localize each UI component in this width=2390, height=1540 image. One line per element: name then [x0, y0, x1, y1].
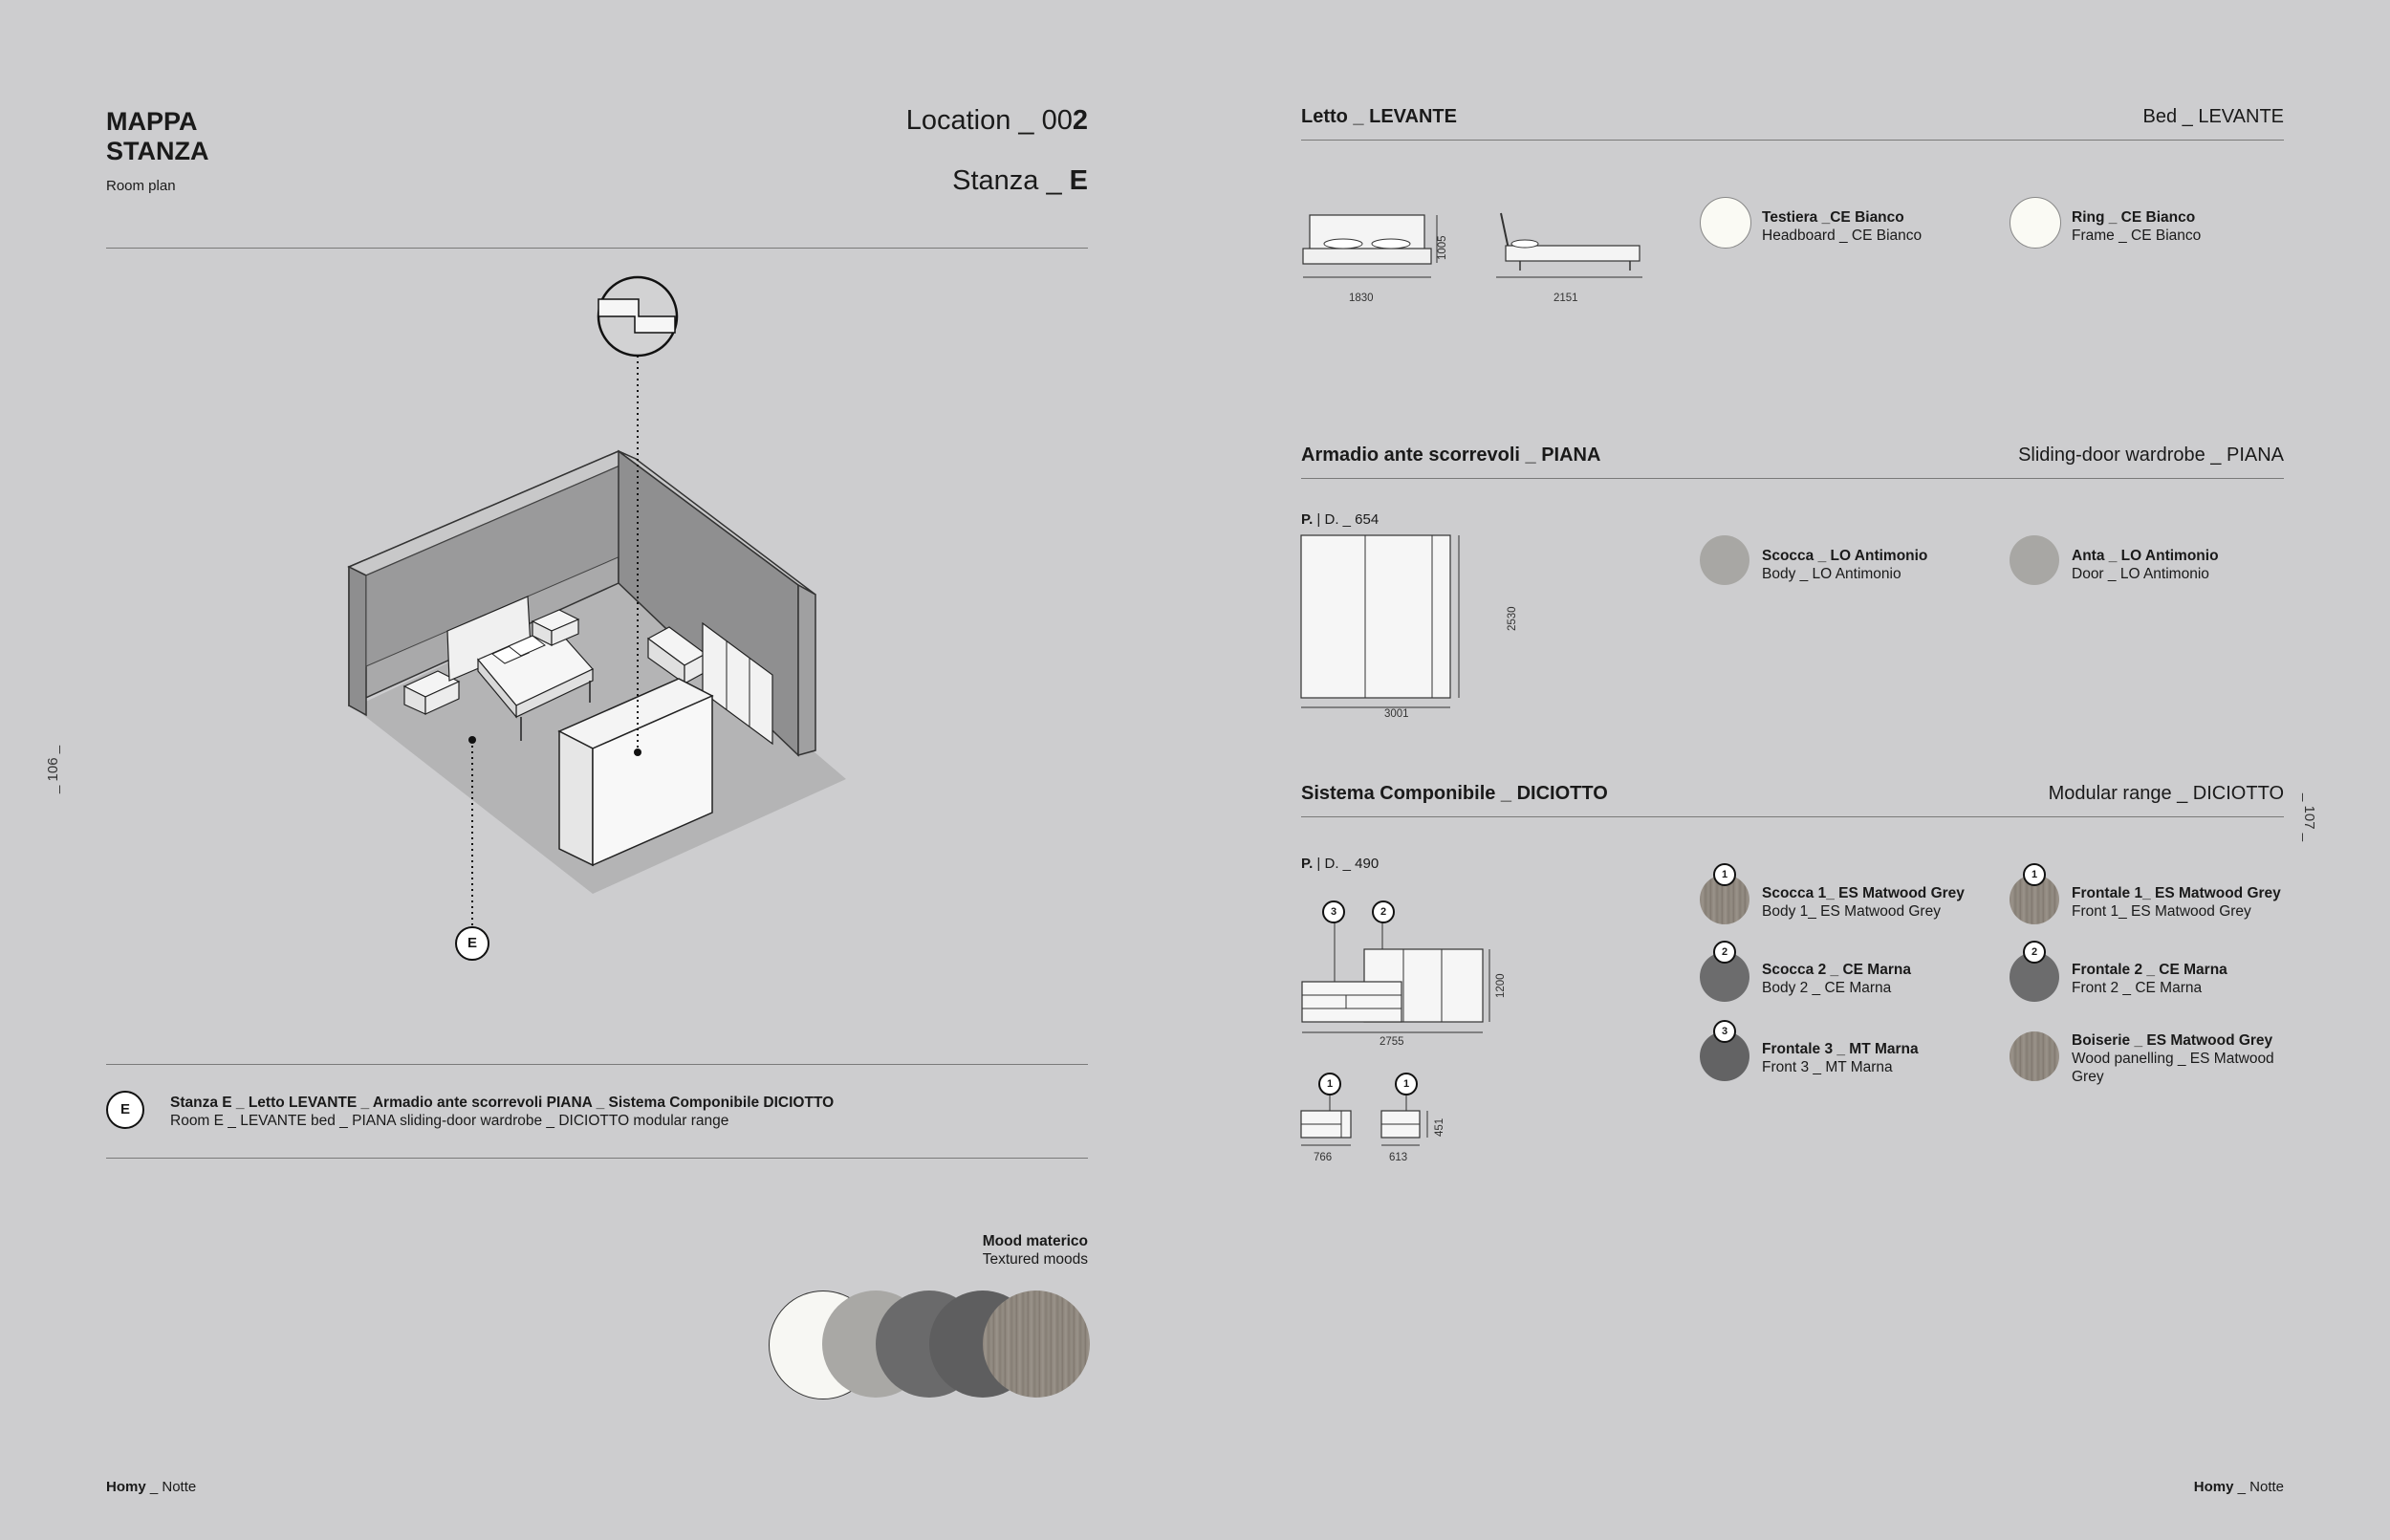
- location-prefix: Location _ 00: [905, 105, 1073, 136]
- depth-label: P.: [1301, 511, 1314, 528]
- divider-bed: [1301, 140, 2284, 141]
- page-number-right: _ 107 _: [2301, 793, 2317, 842]
- bed-swatch-2: [2010, 197, 2061, 249]
- footer-right: [2194, 1478, 2284, 1496]
- page-number-left: _ 106 _: [45, 745, 61, 793]
- wardrobe-title: Armadio ante scorrevoli _ PIANA: [1301, 445, 1601, 466]
- wardrobe-swatch-2: [2010, 535, 2059, 585]
- legend-bold: Stanza E _ Letto LEVANTE _ Armadio ante scorrevoli PIANA _ Sistema Componibile DICIOTTO: [170, 1095, 835, 1111]
- modular-swatch-4-badge: 2: [2023, 941, 2046, 964]
- modular-title: Sistema Componibile _ DICIOTTO: [1301, 783, 1608, 804]
- wardrobe-width-dim: 3001: [1384, 708, 1409, 720]
- bed-length-dim: 2151: [1554, 293, 1578, 304]
- wardrobe-depth: [1301, 511, 1379, 528]
- footer-brand: Homy: [2193, 1479, 2234, 1495]
- stanza-label: [952, 165, 1088, 197]
- legend-regular: Room E _ LEVANTE bed _ PIANA sliding-door wardrobe _ DICIOTTO modular range: [170, 1113, 729, 1129]
- material-sub: Wood panelling _ ES Matwood Grey: [2072, 1051, 2274, 1085]
- modular-depth: [1301, 856, 1379, 872]
- wardrobe-material-1: [1762, 547, 1991, 583]
- material-name: Frontale 1_ ES Matwood Grey: [2072, 885, 2281, 901]
- bed-drawings: [1295, 206, 1659, 301]
- material-sub: Front 1_ ES Matwood Grey: [2072, 903, 2251, 920]
- depth-value: | D. _ 654: [1313, 511, 1380, 528]
- room-illustration: [325, 268, 880, 994]
- mood-title: Mood materico: [982, 1233, 1088, 1249]
- modular-swatch-5-badge: 3: [1713, 1020, 1736, 1043]
- bed-material-2: [2072, 208, 2301, 245]
- bed-swatch-1: [1700, 197, 1751, 249]
- page-title: [106, 107, 209, 166]
- wardrobe-material-2: [2072, 547, 2301, 583]
- material-name: Frontale 3 _ MT Marna: [1762, 1041, 1919, 1057]
- bed-title-en: Bed _ LEVANTE: [2142, 106, 2284, 127]
- left-wall-end: [349, 567, 366, 715]
- modular-material-2: [2072, 884, 2301, 921]
- material-sub: Front 3 _ MT Marna: [1762, 1059, 1893, 1075]
- modular-material-4: [2072, 961, 2301, 997]
- divider-legend-top: [106, 1064, 1088, 1065]
- material-sub: Frame _ CE Bianco: [2072, 228, 2202, 244]
- wardrobe-swatch-1: [1700, 535, 1749, 585]
- depth-value: | D. _ 490: [1313, 856, 1380, 872]
- material-sub: Body _ LO Antimonio: [1762, 566, 1901, 582]
- modular-material-5: [1762, 1040, 1991, 1076]
- modular-height-dim: 1200: [1495, 973, 1507, 998]
- material-sub: Door _ LO Antimonio: [2072, 566, 2209, 582]
- modular-material-6: [2072, 1031, 2292, 1086]
- callout-badge-2: 2: [1372, 900, 1395, 923]
- page-subtitle: Room plan: [106, 178, 176, 194]
- footer-section: _ Notte: [2233, 1479, 2284, 1495]
- mood-swatches: [769, 1291, 1094, 1398]
- divider-wardrobe: [1301, 478, 2284, 479]
- callout-badge-1b: 1: [1395, 1073, 1418, 1095]
- footer-left: [106, 1478, 196, 1496]
- title-line-1: MAPPA: [106, 107, 198, 136]
- modular-swatch-2-badge: 1: [2023, 863, 2046, 886]
- modular-drawing: [1298, 899, 1528, 1166]
- legend-marker: E: [106, 1091, 144, 1129]
- material-name: Anta _ LO Antimonio: [2072, 548, 2219, 564]
- modular-material-1: [1762, 884, 1991, 921]
- small-unit-1-dim: 766: [1314, 1152, 1333, 1163]
- material-name: Boiserie _ ES Matwood Grey: [2072, 1032, 2273, 1049]
- bed-material-1: [1762, 208, 1991, 245]
- mood-swatch-wood: [983, 1291, 1090, 1398]
- material-name: Ring _ CE Bianco: [2072, 209, 2196, 226]
- mood-subtitle: Textured moods: [982, 1251, 1088, 1268]
- material-sub: Headboard _ CE Bianco: [1762, 228, 1923, 244]
- small-unit-2-dim: 613: [1389, 1152, 1408, 1163]
- bed-width-dim: 1830: [1349, 293, 1374, 304]
- callout-badge-1a: 1: [1318, 1073, 1341, 1095]
- modular-swatch-3-badge: 2: [1713, 941, 1736, 964]
- material-name: Frontale 2 _ CE Marna: [2072, 962, 2227, 978]
- bed-height-dim: 1005: [1437, 235, 1448, 260]
- right-wall-end: [798, 585, 815, 755]
- wardrobe-height-dim: 2530: [1507, 606, 1518, 631]
- legend-text: [170, 1094, 834, 1130]
- modular-material-3: [1762, 961, 1991, 997]
- location-label: [906, 105, 1088, 137]
- material-name: Scocca 2 _ CE Marna: [1762, 962, 1911, 978]
- modular-swatch-6: [2010, 1031, 2059, 1081]
- modular-title-en: Modular range _ DICIOTTO: [2048, 783, 2284, 804]
- depth-label: P.: [1301, 856, 1314, 872]
- material-sub: Front 2 _ CE Marna: [2072, 980, 2203, 996]
- modular-width-dim: 2755: [1380, 1036, 1404, 1048]
- mood-label: [983, 1232, 1088, 1269]
- modular-swatch-1-badge: 1: [1713, 863, 1736, 886]
- material-sub: Body 1_ ES Matwood Grey: [1762, 903, 1941, 920]
- title-line-2: STANZA: [106, 137, 209, 165]
- stanza-letter: E: [1069, 165, 1088, 196]
- material-name: Scocca _ LO Antimonio: [1762, 548, 1928, 564]
- footer-brand: Homy: [106, 1479, 146, 1495]
- location-number: 2: [1072, 105, 1088, 136]
- bed-title: Letto _ LEVANTE: [1301, 106, 1457, 127]
- divider-top-left: [106, 248, 1088, 249]
- stanza-prefix: Stanza _: [952, 165, 1070, 196]
- small-unit-height-dim: 451: [1434, 1117, 1445, 1137]
- room-marker-e: E: [455, 926, 489, 961]
- divider-legend-bottom: [106, 1158, 1088, 1159]
- callout-badge-3: 3: [1322, 900, 1345, 923]
- wardrobe-title-en: Sliding-door wardrobe _ PIANA: [2018, 445, 2284, 466]
- footer-section: _ Notte: [145, 1479, 197, 1495]
- material-sub: Body 2 _ CE Marna: [1762, 980, 1892, 996]
- material-name: Testiera _CE Bianco: [1762, 209, 1904, 226]
- divider-modular: [1301, 816, 2284, 817]
- wardrobe-drawing: [1298, 531, 1489, 722]
- partition-side: [559, 731, 593, 865]
- material-name: Scocca 1_ ES Matwood Grey: [1762, 885, 1965, 901]
